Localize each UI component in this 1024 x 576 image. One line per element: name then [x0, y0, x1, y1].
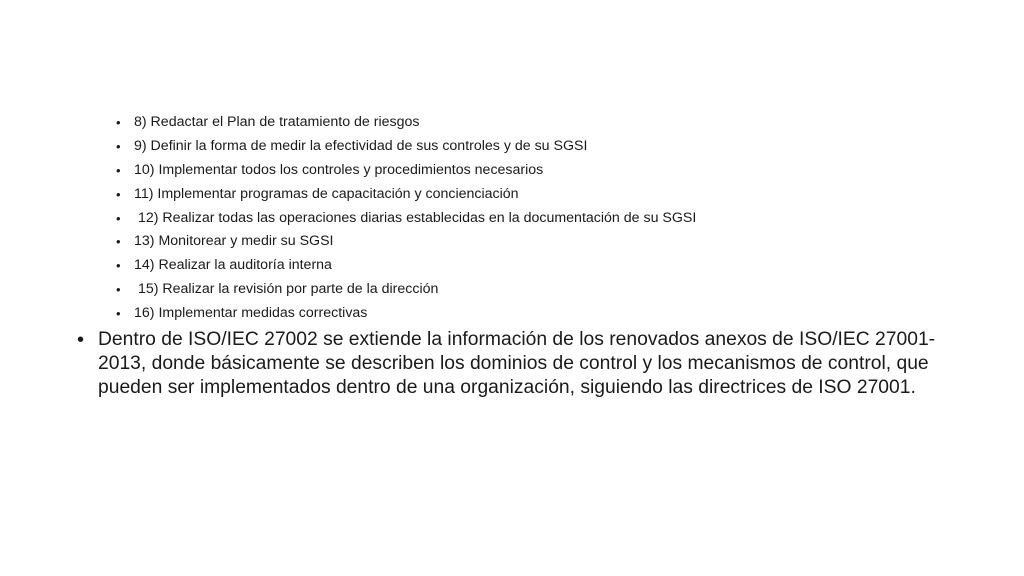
list-item	[116, 278, 696, 302]
list-item	[116, 159, 696, 183]
bullet-icon: •	[116, 234, 121, 250]
bullet-icon: •	[77, 329, 85, 351]
list-item-text: 11) Implementar programas de capacitación y concienciación	[134, 185, 519, 202]
list-item-text: 15) Realizar la revisión por parte de la dirección	[134, 281, 439, 298]
list-item-text: 8) Redactar el Plan de tratamiento de riesgos	[134, 114, 420, 130]
main-bullet-item	[77, 328, 957, 400]
list-item	[116, 135, 696, 159]
bullet-icon: •	[116, 186, 121, 202]
list-item	[116, 302, 696, 326]
list-item-text: 10) Implementar todos los controles y procedimientos necesarios	[134, 161, 544, 178]
bullet-icon: •	[116, 210, 121, 226]
list-item	[116, 254, 696, 278]
sub-bullet-list	[116, 111, 696, 326]
bullet-icon: •	[116, 115, 121, 130]
main-paragraph: Dentro de ISO/IEC 27002 se extiende la información de los renovados anexos de ISO/IEC 27001- 2013, donde básicamente se describen los dominios de control y los mecanismos de control, que pueden ser implementados dentro de una organización, siguiendo las directrices de ISO 27001.	[98, 329, 936, 398]
bullet-icon: •	[116, 282, 121, 298]
list-item	[116, 230, 696, 254]
list-item	[116, 111, 696, 135]
list-item	[116, 207, 696, 231]
bullet-icon: •	[116, 306, 121, 322]
list-item-text: 12) Realizar todas las operaciones diarias establecidas en la documentación de su SGSI	[134, 209, 697, 226]
list-item	[116, 183, 696, 207]
list-item-text: 9) Definir la forma de medir la efectividad de sus controles y de su SGSI	[134, 137, 588, 154]
list-item-text: 16) Implementar medidas correctivas	[134, 305, 368, 322]
bullet-icon: •	[116, 258, 121, 274]
bullet-icon: •	[116, 138, 121, 154]
list-item-text: 13) Monitorear y medir su SGSI	[134, 233, 334, 250]
bullet-icon: •	[116, 162, 121, 178]
list-item-text: 14) Realizar la auditoría interna	[134, 257, 332, 274]
